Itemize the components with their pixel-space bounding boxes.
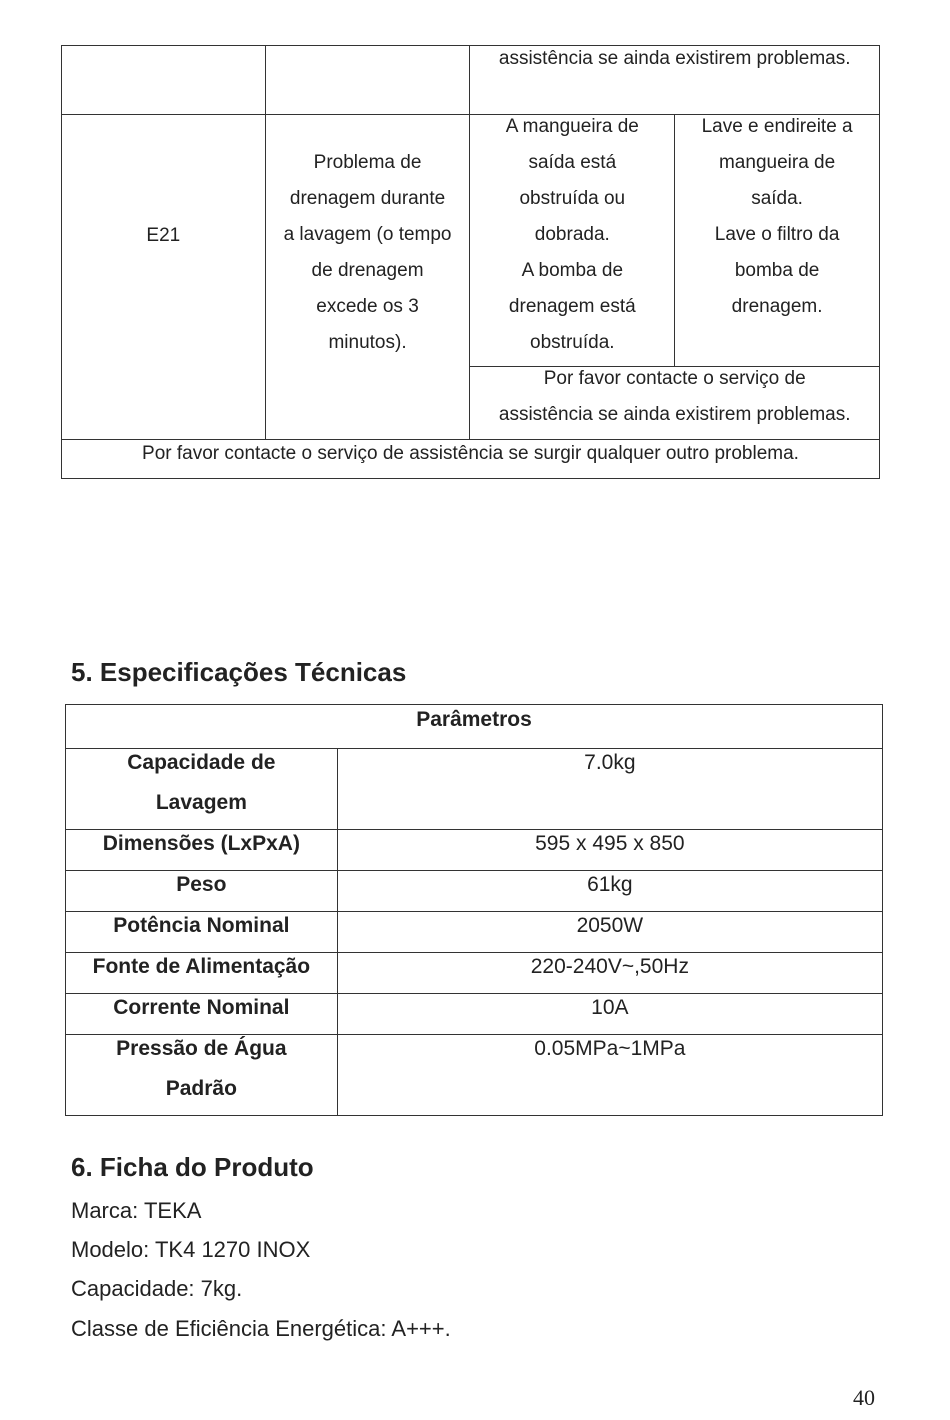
continuation-cell: [470, 46, 880, 115]
spec-value: 61kg: [337, 871, 882, 912]
table-row: [62, 440, 880, 479]
error-code-cell-empty: [62, 46, 266, 115]
error-description-cell: [265, 115, 470, 440]
spec-value: 0.05MPa~1MPa: [337, 1035, 882, 1116]
product-energy-class: Classe de Eficiência Energética: A+++.: [71, 1316, 451, 1341]
table-row: [62, 115, 880, 367]
spec-label: Fonte de Alimentação: [66, 953, 338, 994]
error-cause: A mangueira de saída está obstruída ou dobrada. A bomba de drenagem está obstruída.: [505, 116, 639, 353]
error-solution: Lave e endireite a mangueira de saída. Lave o filtro da bomba de drenagem.: [701, 116, 853, 317]
contact-text: Por favor contacte o serviço de assistência se ainda existirem problemas.: [498, 368, 851, 425]
error-code: E21: [146, 225, 181, 246]
table-header-row: [66, 705, 883, 749]
table-row: [62, 46, 880, 115]
spec-label: Pressão de Água Padrão: [66, 1035, 338, 1116]
error-solution-cell: [675, 115, 880, 367]
continuation-text: assistência se ainda existirem problemas.: [498, 48, 851, 69]
spec-table-header: Parâmetros: [66, 705, 883, 749]
table-row: [66, 1035, 883, 1116]
error-table: [61, 45, 880, 479]
spec-label: Corrente Nominal: [66, 994, 338, 1035]
spec-label: Dimensões (LxPxA): [66, 830, 338, 871]
spec-value: 220-240V~,50Hz: [337, 953, 882, 994]
spec-heading: 5. Especificações Técnicas: [71, 657, 407, 687]
product-brand: Marca: TEKA: [71, 1198, 202, 1223]
error-cause-cell: [470, 115, 675, 367]
error-desc-cell-empty: [265, 46, 470, 115]
footer-cell: [62, 440, 880, 479]
product-capacity: Capacidade: 7kg.: [71, 1276, 243, 1301]
spec-value: 10A: [337, 994, 882, 1035]
product-heading: 6. Ficha do Produto: [71, 1152, 314, 1182]
product-model: Modelo: TK4 1270 INOX: [71, 1237, 311, 1262]
page-number: 40: [853, 1385, 875, 1410]
spec-value: 595 x 495 x 850: [337, 830, 882, 871]
error-description: Problema de drenagem durante a lavagem (o tempo de drenagem excede os 3 minutos).: [283, 152, 452, 353]
footer-text: Por favor contacte o serviço de assistência se surgir qualquer outro problema.: [142, 443, 799, 464]
error-code-cell: [62, 115, 266, 440]
spec-label: Potência Nominal: [66, 912, 338, 953]
spec-value: 2050W: [337, 912, 882, 953]
spec-value: 7.0kg: [337, 749, 882, 830]
contact-cell: [470, 367, 880, 440]
spec-table: [65, 704, 883, 1116]
spec-label: Capacidade de Lavagem: [66, 749, 338, 830]
spec-label: Peso: [66, 871, 338, 912]
table-row: [66, 749, 883, 830]
